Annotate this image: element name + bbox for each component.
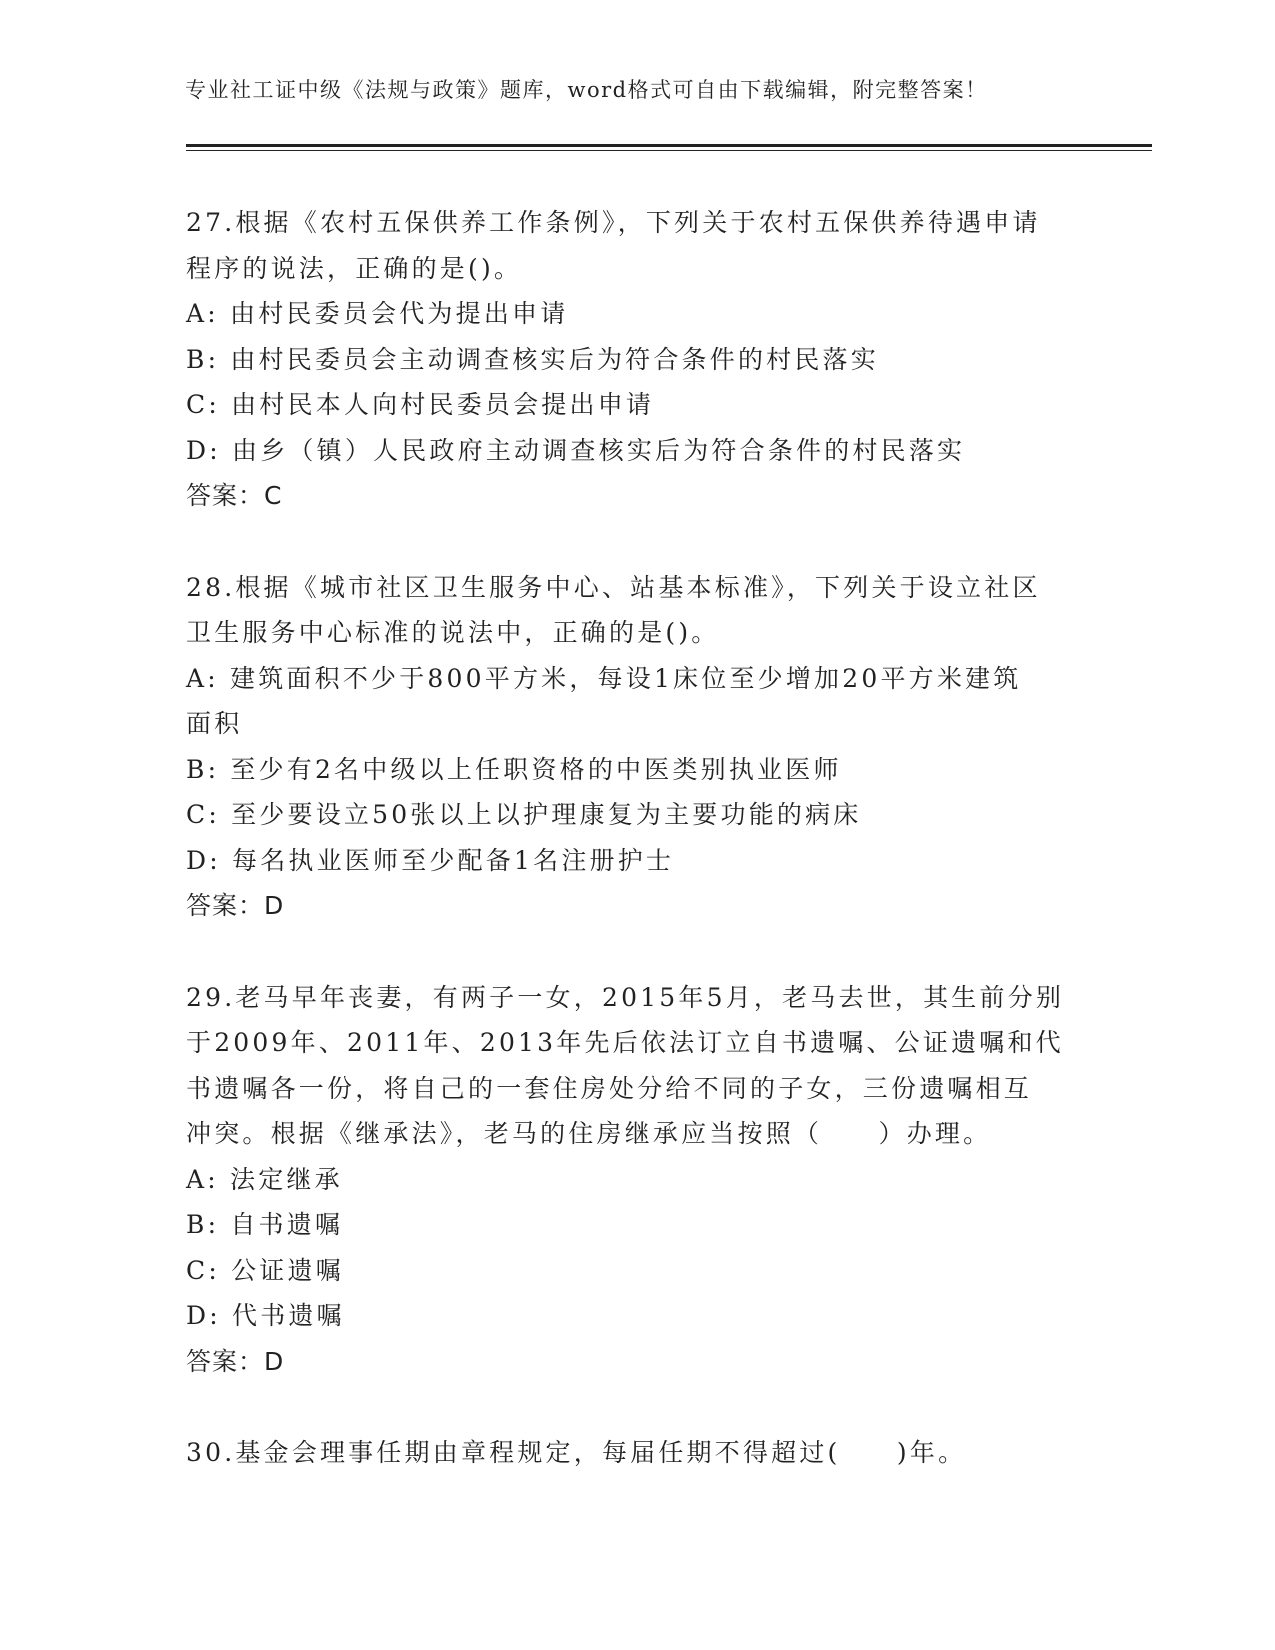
question-stem-line: 卫生服务中心标准的说法中，正确的是()。	[186, 618, 720, 647]
option-a: A: 由村民委员会代为提出申请	[186, 299, 569, 328]
question-stem-line: 28.根据《城市社区卫生服务中心、站基本标准》，下列关于设立社区	[186, 572, 1041, 602]
question-stem-line: 于2009年、2011年、2013年先后依法订立自书遗嘱、公证遗嘱和代	[186, 1028, 1064, 1057]
option-d: D: 由乡（镇）人民政府主动调查核实后为符合条件的村民落实	[186, 435, 966, 465]
question-stem-line: 书遗嘱各一份，将自己的一套住房处分给不同的子女，三份遗嘱相互	[186, 1073, 1033, 1103]
option-a: A: 建筑面积不少于800平方米，每设1床位至少增加20平方米建筑	[186, 663, 1022, 693]
option-b: B: 至少有2名中级以上任职资格的中医类别执业医师	[186, 754, 842, 784]
option-d: D: 每名执业医师至少配备1名注册护士	[186, 845, 675, 875]
question-stem-line: 29.老马早年丧妻，有两子一女，2015年5月，老马去世，其生前分别	[186, 982, 1065, 1012]
header-divider-thin	[186, 150, 1152, 151]
option-d: D: 代书遗嘱	[186, 1301, 345, 1330]
answer: 答案：D	[186, 1346, 285, 1376]
option-c: C: 由村民本人向村民委员会提出申请	[186, 390, 655, 419]
option-b: B: 由村民委员会主动调查核实后为符合条件的村民落实	[186, 344, 879, 374]
question-27	[186, 200, 1086, 519]
question-stem-line: 冲突。根据《继承法》，老马的住房继承应当按照（ ）办理。	[186, 1119, 992, 1148]
option-c: C: 至少要设立50张以上以护理康复为主要功能的病床	[186, 800, 862, 829]
question-30	[186, 1430, 1086, 1476]
question-stem-line: 27.根据《农村五保供养工作条例》，下列关于农村五保供养待遇申请	[186, 208, 1041, 237]
question-28	[186, 565, 1086, 929]
question-stem-line: 30.基金会理事任期由章程规定，每届任期不得超过( )年。	[186, 1438, 967, 1467]
question-stem-line: 程序的说法，正确的是()。	[186, 253, 523, 283]
question-29	[186, 975, 1086, 1385]
answer: 答案：D	[186, 891, 285, 920]
spacer	[186, 1384, 1086, 1430]
option-a: A: 法定继承	[186, 1164, 343, 1194]
option-b: B: 自书遗嘱	[186, 1210, 344, 1239]
option-a-continued: 面积	[186, 709, 243, 738]
header-note: 专业社工证中级《法规与政策》题库，word格式可自由下载编辑，附完整答案！	[185, 78, 988, 102]
spacer	[186, 519, 1086, 565]
answer: 答案：C	[186, 481, 283, 510]
spacer	[186, 929, 1086, 975]
question-list	[186, 200, 1086, 1476]
option-c: C: 公证遗嘱	[186, 1255, 344, 1285]
header-divider-thick	[186, 144, 1152, 147]
